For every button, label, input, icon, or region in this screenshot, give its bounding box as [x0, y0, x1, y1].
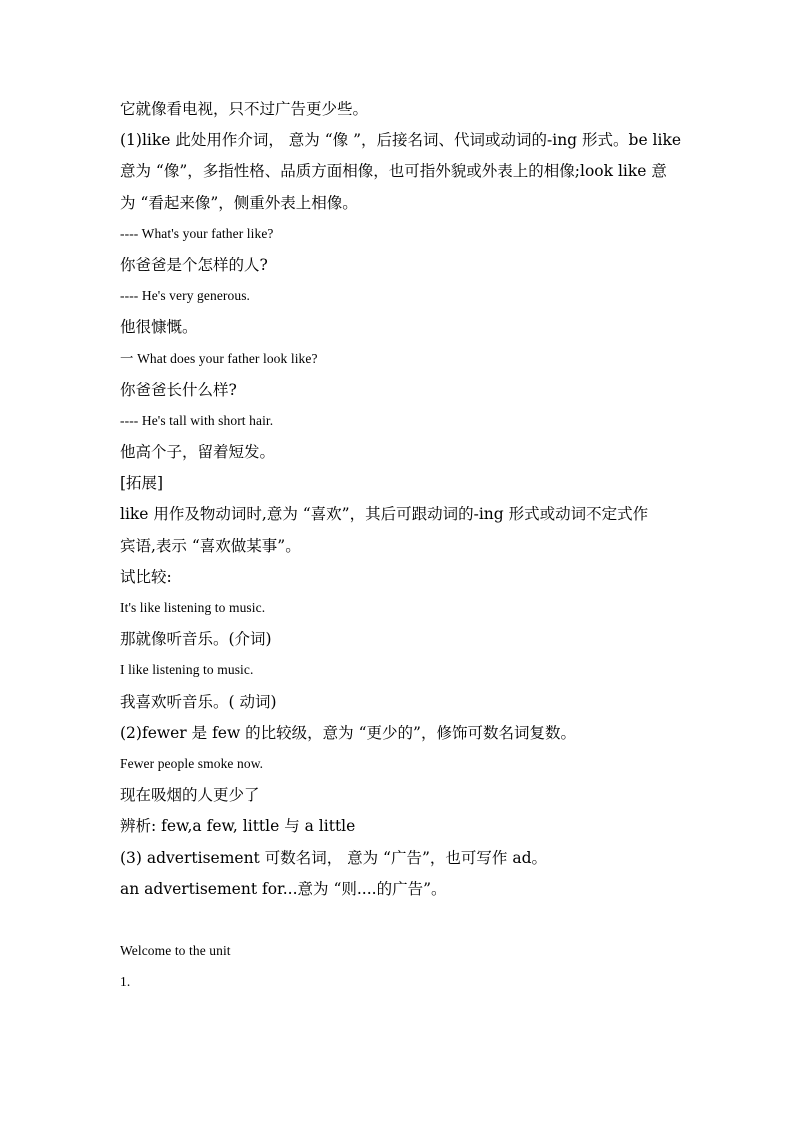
- text-line: 他高个子，留着短发。: [120, 443, 276, 462]
- text-line: 意为 “像”，多指性格、品质方面相像，也可指外貌或外表上的相像;look like 意: [120, 162, 667, 181]
- text-line: 你爸爸长什么样?: [120, 380, 237, 399]
- text-line: 它就像看电视，只不过广告更少些。: [120, 100, 369, 118]
- text-line: 为 “看起来像”，侧重外表上相像。: [120, 193, 358, 212]
- text-line: an advertisement for...意为 “则....的广告”。: [120, 879, 447, 898]
- list-number: 1.: [120, 974, 131, 990]
- text-line: 现在吸烟的人更少了: [120, 786, 260, 805]
- section-heading: Welcome to the unit: [120, 943, 231, 959]
- text-line: (3) advertisement 可数名词， 意为 “广告”，也可写作 ad。: [120, 848, 548, 867]
- text-line: like 用作及物动词时,意为 “喜欢”，其后可跟动词的-ing 形式或动词不定式作: [120, 505, 649, 524]
- text-line: [拓展]: [120, 474, 164, 493]
- blank-line: [120, 908, 680, 939]
- text-line: 辨析: few,a few, little 与 a little: [120, 817, 356, 836]
- text-line: 你爸爸是个怎样的人?: [120, 255, 268, 274]
- text-line: ---- He's tall with short hair.: [120, 412, 274, 428]
- text-line: 宾语,表示 “喜欢做某事”。: [120, 536, 301, 555]
- text-line: 他很慷慨。: [120, 318, 198, 337]
- text-line: 我喜欢听音乐。( 动词): [120, 692, 277, 711]
- text-line: 那就像听音乐。(介词): [120, 630, 272, 649]
- text-line: It's like listening to music.: [120, 600, 266, 615]
- text-line: 试比较:: [120, 567, 172, 586]
- text-line: (1)like 此处用作介词， 意为 “像 ”，后接名词、代词或动词的-ing 形式。be like: [120, 131, 682, 150]
- text-line: 一 What does your father look like?: [120, 350, 318, 366]
- text-line: ---- He's very generous.: [120, 288, 251, 304]
- text-line: ---- What's your father like?: [120, 225, 274, 241]
- text-line: I like listening to music.: [120, 662, 254, 678]
- document-body: [120, 97, 680, 1001]
- text-line: Fewer people smoke now.: [120, 755, 264, 771]
- text-line: (2)fewer 是 few 的比较级，意为 “更少的”，修饰可数名词复数。: [120, 723, 576, 742]
